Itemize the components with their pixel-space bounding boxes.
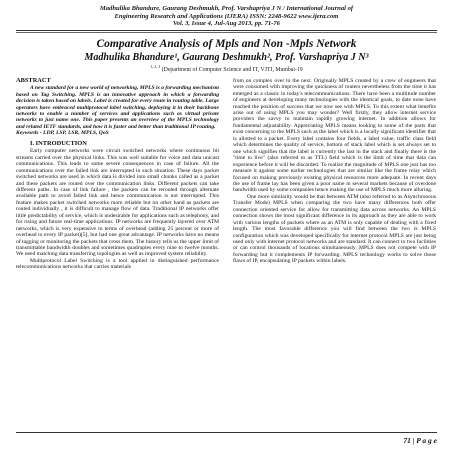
- affiliation-text: (Department of Computer Science and IT, VJTI, Mumbai-19: [161, 66, 303, 73]
- intro-paragraph-2: Multiprotocol Label Switching is a tool applied in distinguished performance telecommunications networks that carries materials: [16, 257, 219, 271]
- header-line-1: Madhulika Bhandure, Gaurang Deshmukh, Prof. Varshapriya J N / International Journal of: [99, 5, 354, 12]
- right-column: [233, 78, 436, 271]
- intro-paragraph-1: Early computer networks were circuit switched networks where continuous bit streams carried over the physical links. This was well suitable for voice and data unicast communications. This leads to some severe consequences in case of failure. All the communications over the failed link are interrupted in such situation. These days packet switched networks are used in which data is divided into small chunks called as a packet and these packets are routed over the communication links. Different packets can take different paths. In case of link failure , the packets can be rerouted through alternate available path to avoid failed link and hence communication is not interrupted. This feature makes packet switched networks more reliable but on other hand as packets are routed individually , it is difficult to manage flow of data. Traditional IP networks offer little predictability of service, which is undesirable for applications such as telephony, and for rising and future real-time applications. IP networks are frequently layered over ATM networks, which is very expensive in terms of overhead (adding 25 percent or more of overhead to every IP packet)[5], but had one great advantage. IP networks have no means of tagging or monitoring the packets that cross them. The history tells us the upper limit of transmittable bandwidth doubles and sometimes quadruples every nine to twelve months. We need matching data transferring topologies as well as improved system reliability.: [16, 148, 219, 258]
- affiliation-superscript: 1, 2, 3: [150, 63, 161, 69]
- journal-header: [16, 5, 437, 28]
- section-heading-introduction: I. INTRODUCTION: [30, 139, 87, 147]
- keywords: Keywords - LDP, LSP, LSR, MPLS, QoS: [16, 130, 109, 137]
- header-line-3: Vol. 3, Issue 4, Jul-Aug 2013, pp. 71-76: [173, 20, 280, 28]
- intro-paragraph-3: from on complex over to the next. Originally MPLS created by a crew of engineers that were consumed with improving the quickness of routers nevertheless from the time it has emerged as a classic in today's telecommunications. There have been a multitude number of engineers at developing many technologies with the identical goals, to date none have reached the position of success that we now see with MPLS. To this extent what benefits arise out of using MPLS you may wonder? Well firstly, they allow internet service providers the savvy to maintain rapidly growing internet. In addition allows for fundamental adjustability. Appreciating MPLS means looking to some of the parts that exist concerning to the MPLS such as the label which is a locally significant identifier that is allotted to a packet. Every label contains four fields, a label value, traffic class field which determines the quality of service, bottom of stack label which is set always set to one which signifies that the label is currently the last in the stack and finally there is the "time to live" (also referred to as TTL) field which is the limit of time that data can experience before it will be discarded. To realize the magnitude of MPLS one just has too measure it against some earlier technologies that are similar like the frame relay which focused on making previously existing physical resources more adequate. In recent days the use of frame lay has been given a poor name in several markets because of overdone bandwidth used by some companies hence making the use of MPLS much more alluring.: [233, 77, 436, 194]
- abstract-heading: ABSTRACT: [16, 76, 51, 84]
- paper-authors: Madhulika Bhandure¹, Gaurang Deshmukh², Prof. Varshapriya J N³: [84, 51, 369, 63]
- body-columns: [16, 78, 437, 271]
- header-line-2: Engineering Research and Applications (IJERA) ISSN: 2248-9622 www.ijera.com: [114, 12, 339, 20]
- header-rule: [16, 30, 437, 31]
- paper-title: Comparative Analysis of Mpls and Non -Mpls Network: [96, 37, 357, 50]
- page-number: 71 | P a g e: [403, 436, 437, 445]
- intro-paragraph-4: One more similarity would be that between ATM (also referred to as Asynchronous Transfer Mode) MPLS when comparing the two have many differences both offer connection oriented service for allow for transmitting data across networks. An MPLS connection shows the most significant difference in its approach as they are able to work with various lengths of packets where as an ATM is only capable of dealing with a fixed length. The most favorable difference you will find between the two is MPLS configuration which was developed specifically for internet protocol MPLS are just being used only with internet protocol networks and are standard. It can connect to two facilities or can control thousands of locations simultaneously. MPLS does not compete with IP forwarding but it complements IP forwarding. MPLS technology works to solve those flaws of IP, encapsulating IP packets within labels.: [233, 193, 436, 265]
- left-column: [16, 78, 219, 271]
- header-rule-thin: [16, 32, 437, 33]
- abstract-text: A new standard for a new world of networking, MPLS is a forwarding mechanism based on Tag Switching. MPLS is an innovative approach in which a forwarding decision is taken based on labels. Label is created for every route in routing table. Large operators have embraced multiprotocol label switching, deploying it in their backbone networks to enable a number of services and applications such as virtual private networks to just name one. This paper presents an overview of the MPLS technology and related IETF standards, and how it is faster and better than traditional IP routing.: [16, 85, 219, 130]
- author-affiliation: [16, 64, 437, 73]
- footer-rule: [16, 432, 437, 433]
